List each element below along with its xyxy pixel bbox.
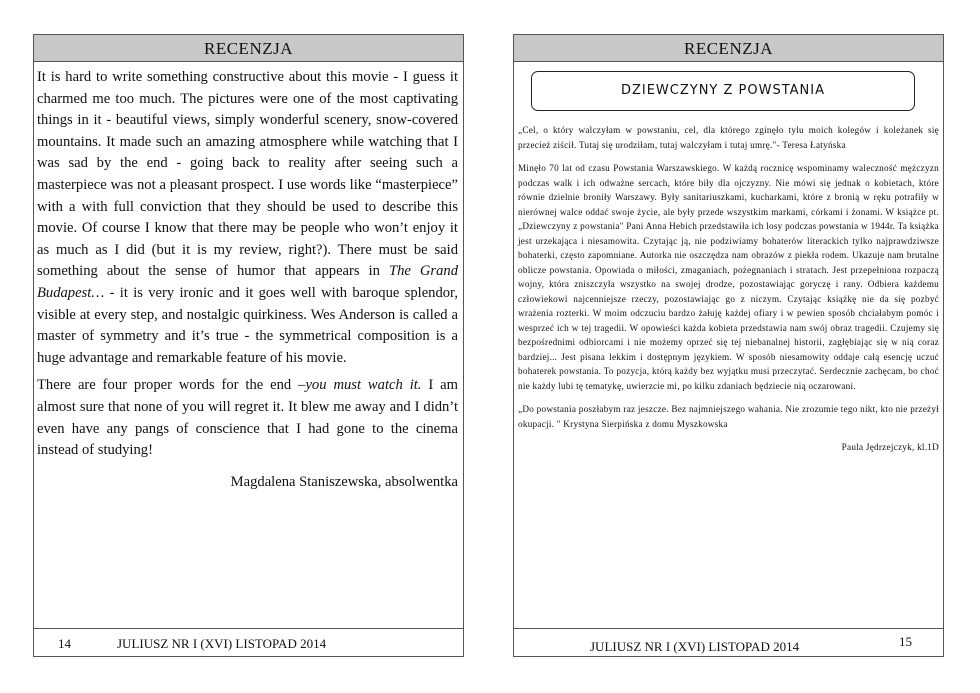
review-signature: Magdalena Staniszewska, absolwentka <box>230 473 458 490</box>
movie-title-italic: The Grand Budapest… <box>37 263 458 301</box>
left-page-header: RECENZJA <box>34 35 463 62</box>
page-number-right: 15 <box>899 634 912 649</box>
left-page <box>33 34 464 657</box>
opening-quote: „Cel, o który walczyłam w powstaniu, cel, dla którego zginęło tylu moich kolegów i koleżanek się przecież ziścił. Tutaj się urodziłam, tutaj walczyłam i tutaj umrę."- Teresa Łatyńska <box>518 125 939 150</box>
footer-title-left: JULIUSZ NR I (XVI) LISTOPAD 2014 <box>117 636 327 651</box>
left-page-footer <box>34 629 463 656</box>
left-page-content <box>34 62 463 629</box>
review-paragraph-2-part-1: There are four proper words for the end – <box>37 377 306 394</box>
closing-quote: „Do powstania poszłabym raz jeszcze. Bez najmniejszego wahania. Nie zrozumie tego nikt, kto nie przeżył okupacji. " Krystyna Sierpińska z domu Myszkowska <box>518 404 939 429</box>
article-main-text: Minęło 70 lat od czasu Powstania Warszawskiego. W każdą rocznicę wspominamy waleczność mężczyzn podczas walk i ich odważne sercach, które biły dla ojczyzny. Nie mówi się jednak o kobietach, które równie dzielnie broniły Warszawy. Były sanitariuszkami, kucharkami, które z bronią w ręku potrafiły w nierównej walce oddać swoje życie, ale były przede wszystkim markami, córkami i żonami. W książce pt. „Dziewczyny z powstania" Pani Anna Hebich przedstawiła ich losy podczas powstania w 1944r. Ta książka jest urzekająca i niesamowita. Czytając ją, nie podziwiamy bohaterów literackich tylko najprawdziwsze bohaterki, często zapomniane. Autorka nie oszczędza nam obrazów z piekła rodem. Ukazuje nam brutalne oblicze powstania. Opowiada o miłości, zmaganiach, pożegnaniach i stratach. Jest przepełniona rozpaczą wojny, która zniszczyła wszystko na swojej drodze, pozostawiając goryczę i rany. Odbiera każdemu człowiekowi najcenniejsze rzeczy, pozostawiając go z niczym. Czytając książkę nie da się pozbyć wrażenia rozterki. W moim odczuciu bardzo żałuję każdej ofiary i w pewien sposób chciałabym pomóc i wesprzeć ich w tej tragedii. W opowieści każda kobieta przedstawia nam swój obraz tragedii. Czujemy się bezpośrednimi odbiorcami i nie możemy oprzeć się tej niebanalnej historii, zagłębiając się w nią coraz bardziej... Jest pisana lekkim i dostępnym językiem. W sposób niesamowity oddaje całą esencję uczuć bohaterek powstania. To pozycja, którą każdy bez wyjątku musi przeczytać. Serdecznie zachęcam, bo choć nie każdy lubi tę tematykę, uwierzcie mi, po kilku zdaniach będziecie nią oczarowani. <box>518 163 939 391</box>
review-paragraph-2 <box>37 375 458 461</box>
right-page-footer <box>514 629 943 656</box>
page-number-left: 14 <box>58 636 71 651</box>
article-title-box: DZIEWCZYNY Z POWSTANIA <box>531 71 915 111</box>
review-paragraph-1-part-2: - it is very ironic and it goes well with baroque splendor, visible at every step, and nostalgic quirkiness. Wes Anderson is called a master of symmetry and it’s true - the symmetrical composition is a huge advantage and remarkable feature of his movie. <box>37 284 458 366</box>
right-page <box>513 34 944 657</box>
review-paragraph-2-part-2: I am almost sure that none of you will regret it. It blew me away and I didn’t even have any pangs of conscience that I had gone to the cinema instead of studying! <box>37 377 458 459</box>
closing-phrase-italic: you must watch it. <box>305 377 422 394</box>
article-author: Paula Jędrzejczyk, kl.1D <box>841 442 939 452</box>
review-paragraph-1-part-1: It is hard to write something constructive about this movie - I guess it charmed me too much. The pictures were one of the most captivating things in it - beautiful views, simply wonderful scenery, snow-covered mountains. It made such an amazing atmosphere while watching that I was sad by the end - going back to reality after seeing such a masterpiece was not a pleasant prospect. I use words like “masterpiece” with a with full conviction that they should be used to describe this movie. Of course I know that there may be people who won’t enjoy it as much as I did (but it is my review, right?). There must be said something about the sense of humor that appears in <box>37 69 458 280</box>
review-paragraph-1 <box>37 67 458 369</box>
footer-title-right: JULIUSZ NR I (XVI) LISTOPAD 2014 <box>590 639 800 654</box>
right-page-header: RECENZJA <box>514 35 943 62</box>
article-body <box>518 123 939 455</box>
right-page-content <box>514 62 943 629</box>
